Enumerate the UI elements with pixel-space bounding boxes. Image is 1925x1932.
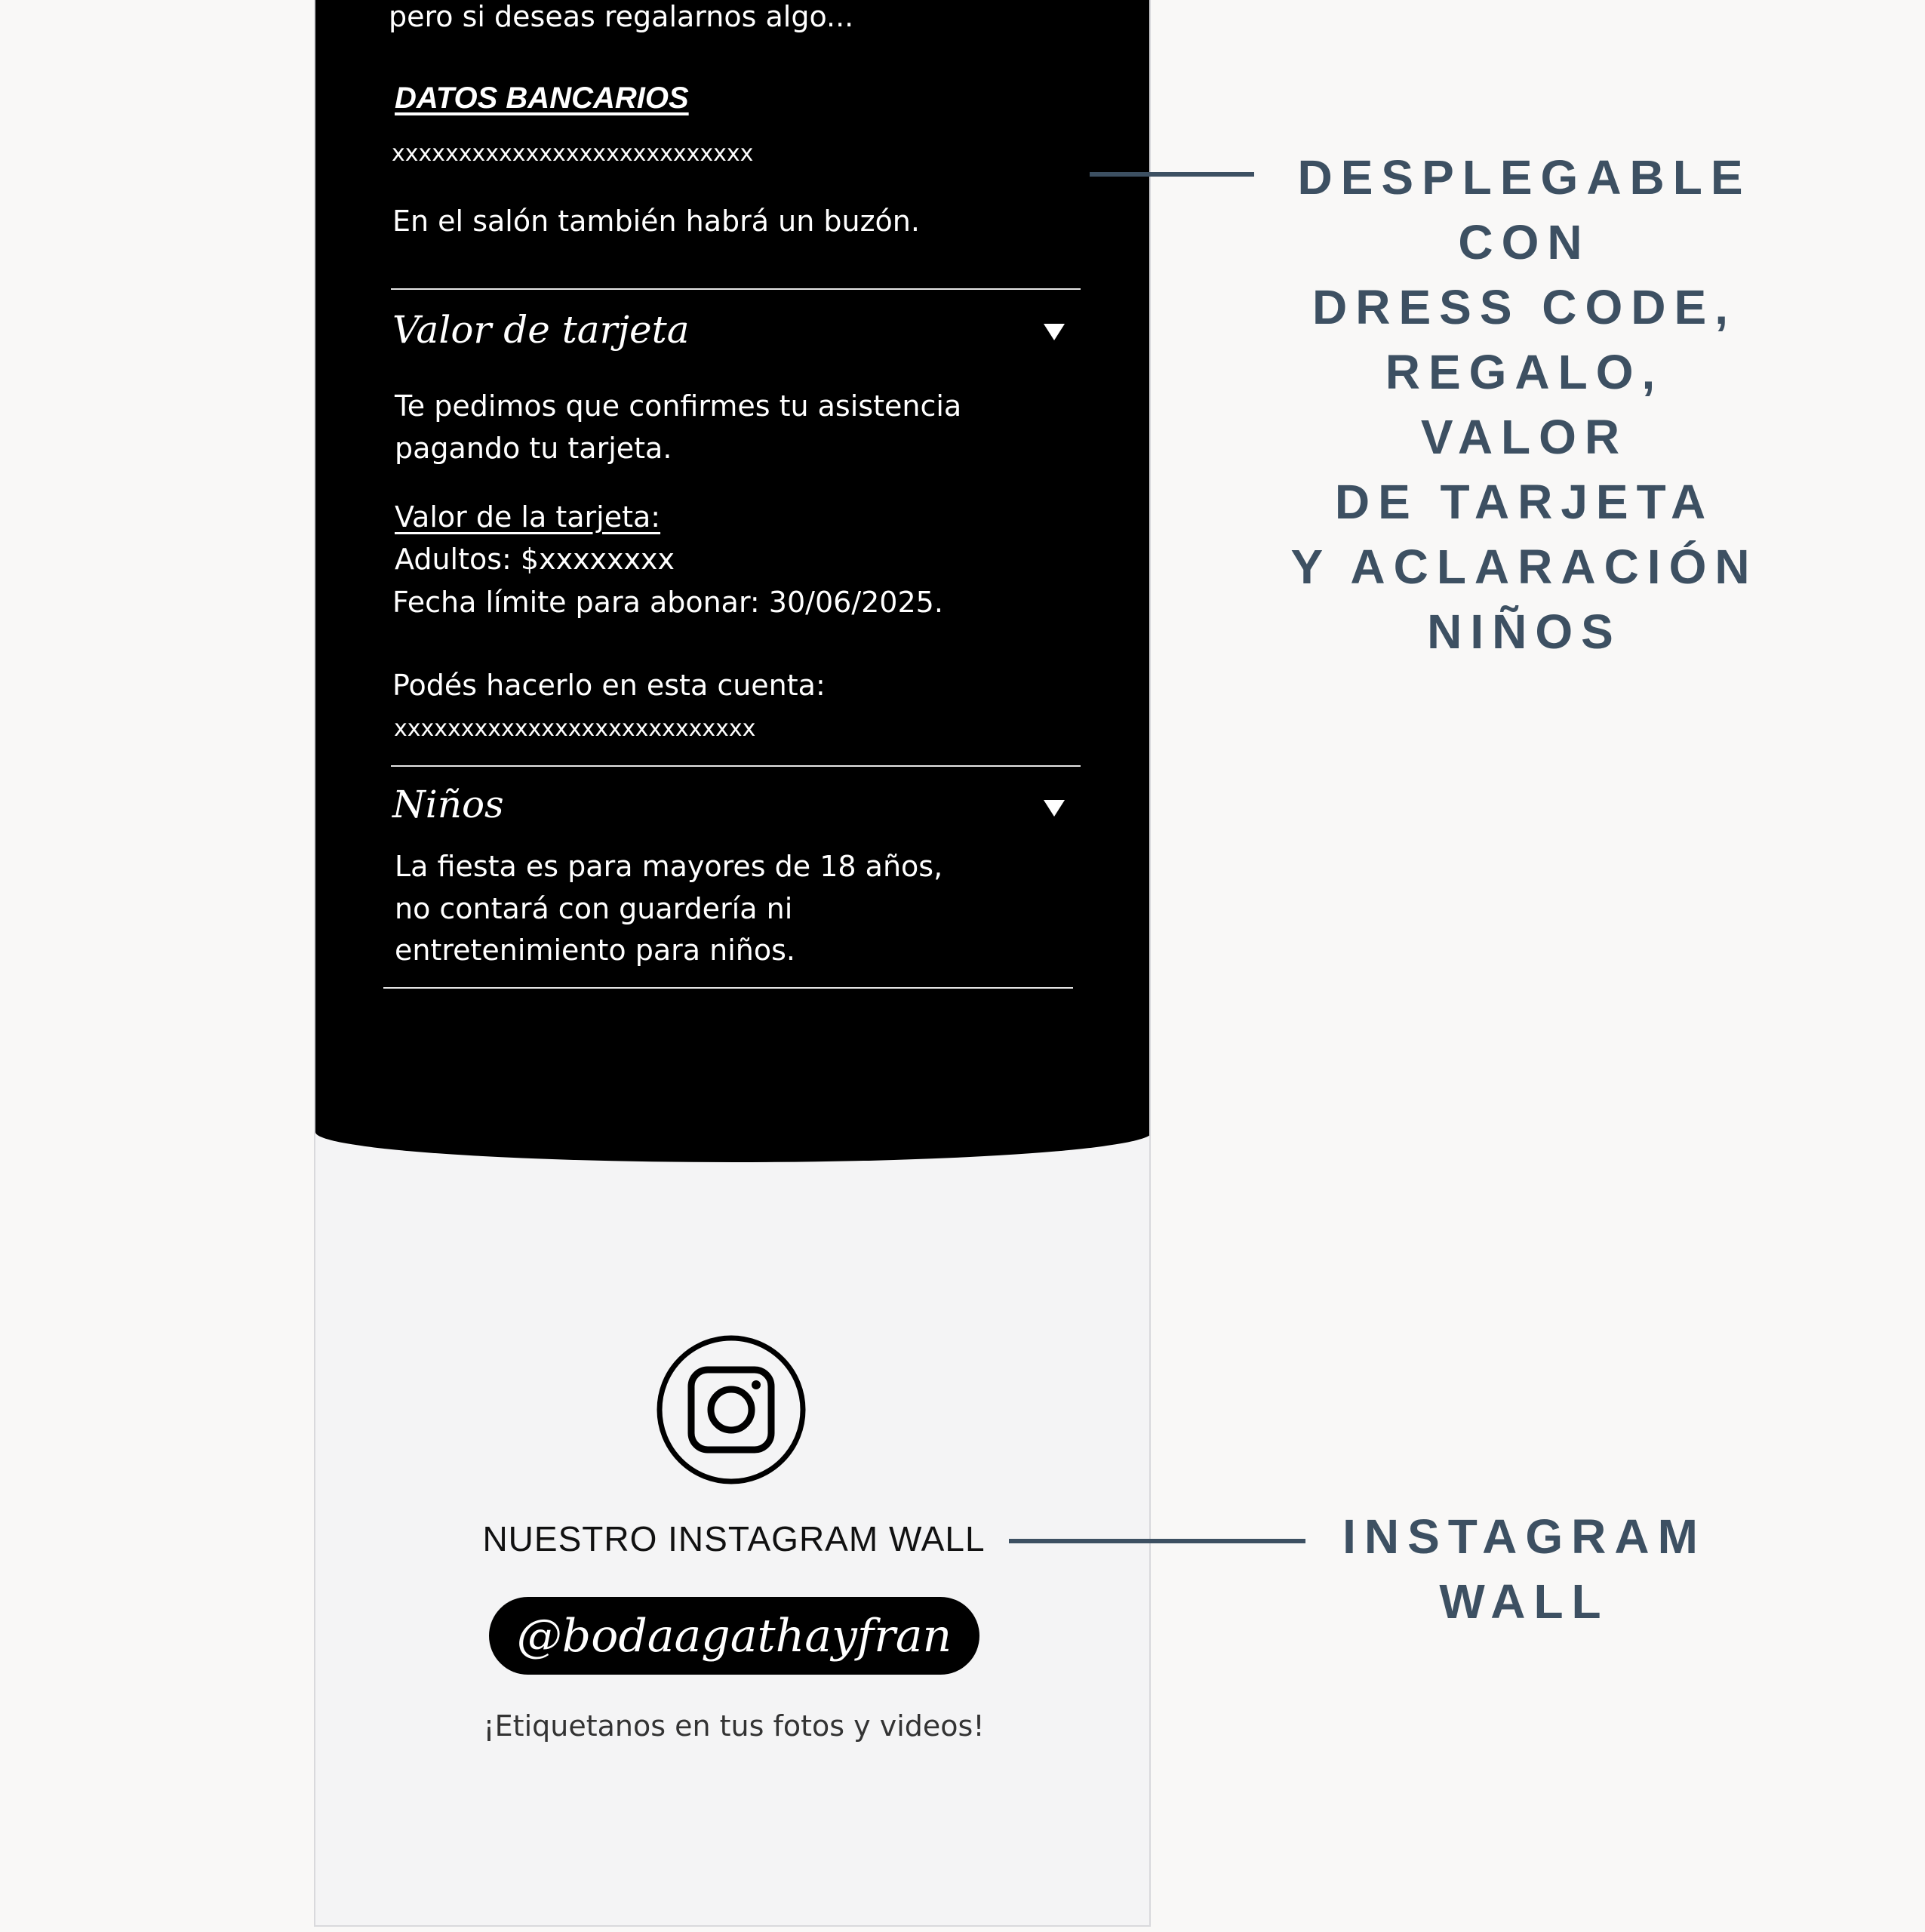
kids-text-line2: no contará con guardería ni — [395, 892, 793, 925]
annotation-dropdown — [1253, 145, 1796, 664]
annotation-line: DE TARJETA — [1334, 475, 1714, 529]
instagram-icon[interactable] — [656, 1334, 807, 1485]
card-adults-price: Adultos: $xxxxxxxx — [395, 543, 675, 576]
bank-account-number: xxxxxxxxxxxxxxxxxxxxxxxxxxx — [392, 140, 754, 167]
info-panel — [315, 0, 1151, 1162]
bank-heading: DATOS BANCARIOS — [395, 82, 689, 115]
card-value-label: Valor de la tarjeta: — [395, 500, 661, 534]
gift-intro-text: pero si deseas regalarnos algo... — [389, 0, 854, 33]
card-confirm-line2: pagando tu tarjeta. — [395, 432, 672, 465]
card-payment-deadline: Fecha límite para abonar: 30/06/2025. — [392, 586, 943, 619]
kids-text-line1: La fiesta es para mayores de 18 años, — [395, 850, 943, 883]
annotation-line: VALOR — [1420, 410, 1628, 464]
instagram-handle-button[interactable]: @bodaagathayfran — [489, 1597, 979, 1675]
annotation-line: CON — [1458, 215, 1591, 269]
section-divider — [391, 765, 1081, 767]
section-divider — [383, 987, 1073, 989]
chevron-down-icon[interactable] — [1044, 324, 1065, 340]
accordion-card-value-title[interactable]: Valor de tarjeta — [392, 308, 690, 352]
annotation-line: DESPLEGABLE — [1297, 150, 1751, 205]
card-account-number: xxxxxxxxxxxxxxxxxxxxxxxxxxx — [394, 715, 756, 742]
mailbox-text: En el salón también habrá un buzón. — [392, 205, 920, 238]
instagram-tag-text: ¡Etiquetanos en tus fotos y videos! — [483, 1709, 985, 1743]
annotation-line: NIÑOS — [1427, 605, 1622, 659]
annotation-line: WALL — [1439, 1574, 1610, 1629]
annotation-line: Y ACLARACIÓN — [1290, 540, 1758, 594]
card-account-label: Podés hacerlo en esta cuenta: — [392, 669, 826, 702]
accordion-kids-title[interactable]: Niños — [392, 783, 504, 826]
card-confirm-line1: Te pedimos que confirmes tu asistencia — [395, 389, 962, 423]
section-divider — [391, 288, 1081, 290]
annotation-connector-line — [1090, 172, 1254, 177]
kids-text-line3: entretenimiento para niños. — [395, 934, 795, 967]
annotation-line: DRESS CODE, — [1312, 280, 1736, 334]
phone-mockup — [314, 0, 1151, 1927]
chevron-down-icon[interactable] — [1044, 800, 1065, 817]
annotation-instagram-wall — [1253, 1504, 1796, 1634]
annotation-line: INSTAGRAM — [1342, 1509, 1706, 1564]
instagram-wall-label: NUESTRO INSTAGRAM WALL — [482, 1519, 986, 1558]
annotation-line: REGALO, — [1385, 345, 1664, 399]
